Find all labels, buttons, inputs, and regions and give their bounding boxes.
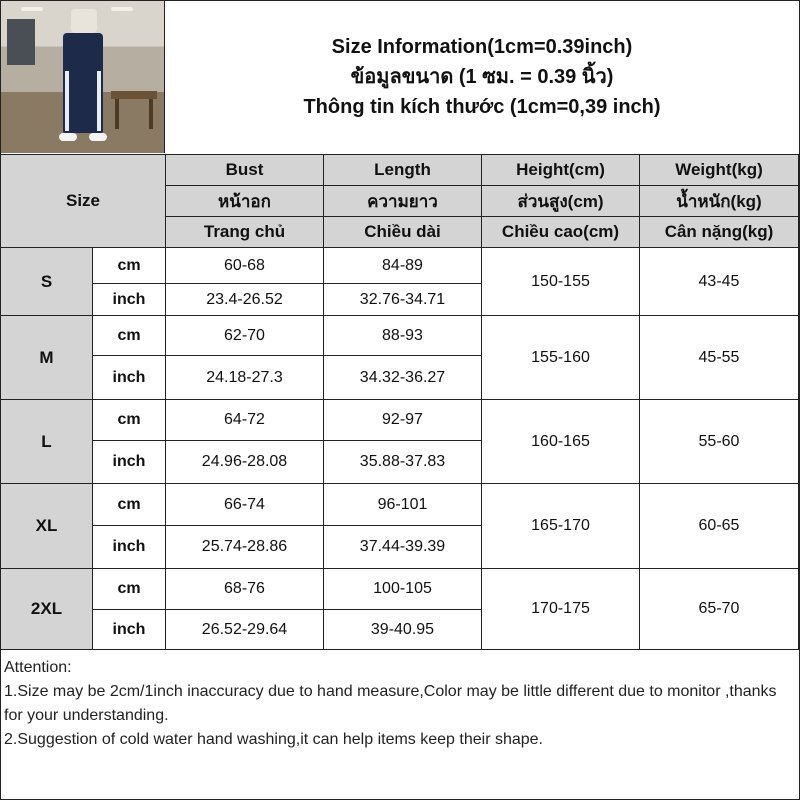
- weight-value: 45-55: [640, 316, 799, 400]
- product-photo: [1, 1, 165, 153]
- unit-cm: cm: [93, 248, 166, 284]
- height-value: 155-160: [482, 316, 640, 400]
- length-cm: 84-89: [324, 248, 482, 284]
- length-inch: 34.32-36.27: [324, 356, 482, 400]
- bust-cm: 66-74: [166, 484, 324, 526]
- size-label: L: [1, 400, 93, 484]
- bust-inch: 24.18-27.3: [166, 356, 324, 400]
- size-label: M: [1, 316, 93, 400]
- ceiling-lamp: [111, 7, 133, 11]
- bust-header-vi: Trang chủ: [166, 217, 324, 248]
- unit-cm: cm: [93, 569, 166, 610]
- title-vietnamese: Thông tin kích thước (1cm=0,39 inch): [303, 96, 661, 118]
- length-inch: 32.76-34.71: [324, 284, 482, 316]
- height-header-vi: Chiều cao(cm): [482, 217, 640, 248]
- unit-inch: inch: [93, 610, 166, 650]
- length-inch: 35.88-37.83: [324, 441, 482, 484]
- bust-cm: 64-72: [166, 400, 324, 441]
- model-top: [71, 9, 97, 33]
- weight-header-vi: Cân nặng(kg): [640, 217, 799, 248]
- length-inch: 37.44-39.39: [324, 526, 482, 569]
- table-row: [1, 484, 799, 526]
- pants-stripe: [65, 71, 69, 131]
- unit-cm: cm: [93, 484, 166, 526]
- background-table: [111, 91, 157, 99]
- weight-header-th: น้ำหนัก(kg): [640, 186, 799, 217]
- bust-inch: 23.4-26.52: [166, 284, 324, 316]
- bust-header-th: หน้าอก: [166, 186, 324, 217]
- title-english: Size Information(1cm=0.39inch): [331, 36, 633, 58]
- unit-cm: cm: [93, 316, 166, 356]
- unit-cm: cm: [93, 400, 166, 441]
- height-value: 150-155: [482, 248, 640, 316]
- weight-header-en: Weight(kg): [640, 155, 799, 186]
- title-thai: ข้อมูลขนาด (1 ซม. = 0.39 นิ้ว): [350, 66, 614, 88]
- length-inch: 39-40.95: [324, 610, 482, 650]
- length-header-vi: Chiều dài: [324, 217, 482, 248]
- size-table-wrap: [0, 154, 799, 650]
- bust-cm: 68-76: [166, 569, 324, 610]
- table-row: [1, 248, 799, 284]
- table-leg: [149, 99, 153, 129]
- table-row: [1, 569, 799, 610]
- height-header-th: ส่วนสูง(cm): [482, 186, 640, 217]
- unit-inch: inch: [93, 441, 166, 484]
- table-leg: [115, 99, 119, 129]
- length-header-th: ความยาว: [324, 186, 482, 217]
- bust-inch: 25.74-28.86: [166, 526, 324, 569]
- weight-value: 65-70: [640, 569, 799, 650]
- attention-notes: [4, 656, 794, 752]
- table-row: [1, 400, 799, 441]
- size-label: 2XL: [1, 569, 93, 650]
- unit-inch: inch: [93, 356, 166, 400]
- size-column-header: Size: [1, 155, 166, 248]
- length-cm: 96-101: [324, 484, 482, 526]
- background-window: [7, 19, 35, 65]
- model-shoe: [89, 133, 107, 141]
- length-cm: 88-93: [324, 316, 482, 356]
- height-value: 170-175: [482, 569, 640, 650]
- weight-value: 55-60: [640, 400, 799, 484]
- bust-inch: 26.52-29.64: [166, 610, 324, 650]
- size-table: [0, 154, 799, 650]
- size-label: XL: [1, 484, 93, 569]
- unit-inch: inch: [93, 284, 166, 316]
- bust-inch: 24.96-28.08: [166, 441, 324, 484]
- bust-cm: 60-68: [166, 248, 324, 284]
- length-header-en: Length: [324, 155, 482, 186]
- note-line-2: 2.Suggestion of cold water hand washing,it can help items keep their shape.: [4, 731, 543, 748]
- unit-inch: inch: [93, 526, 166, 569]
- note-line-1: 1.Size may be 2cm/1inch inaccuracy due to hand measure,Color may be little different due to monitor ,thanks for your understanding.: [4, 683, 777, 724]
- height-value: 160-165: [482, 400, 640, 484]
- table-row: [1, 316, 799, 356]
- weight-value: 60-65: [640, 484, 799, 569]
- notes-heading: Attention:: [4, 659, 72, 676]
- length-cm: 92-97: [324, 400, 482, 441]
- size-info-title: [166, 1, 798, 153]
- bust-cm: 62-70: [166, 316, 324, 356]
- pants-stripe: [97, 71, 101, 131]
- model-shoe: [59, 133, 77, 141]
- height-header-en: Height(cm): [482, 155, 640, 186]
- weight-value: 43-45: [640, 248, 799, 316]
- length-cm: 100-105: [324, 569, 482, 610]
- size-label: S: [1, 248, 93, 316]
- bust-header-en: Bust: [166, 155, 324, 186]
- ceiling-lamp: [21, 7, 43, 11]
- height-value: 165-170: [482, 484, 640, 569]
